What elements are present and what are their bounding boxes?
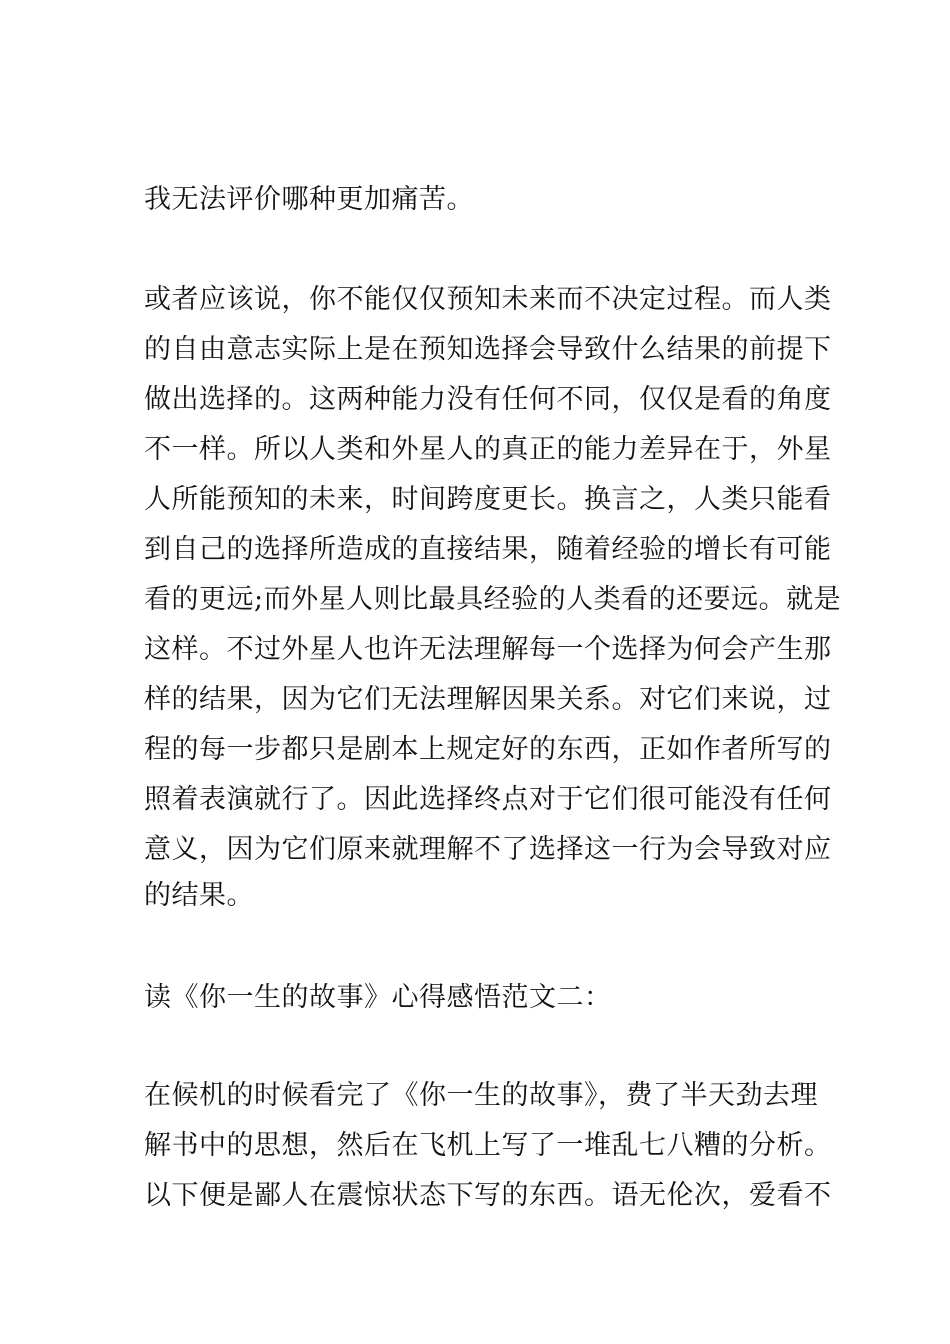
paragraph-4-line-2: 解书中的思想，然后在飞机上写了一堆乱七八糟的分析。 — [144, 1130, 832, 1161]
paragraph-2-line-9: 样的结果，因为它们无法理解因果关系。对它们来说，过 — [144, 684, 832, 715]
paragraph-2-line-2: 的自由意志实际上是在预知选择会导致什么结果的前提下 — [144, 334, 832, 365]
paragraph-2-line-7: 看的更远;而外星人则比最具经验的人类看的还要远。就是 — [144, 584, 842, 615]
paragraph-2-line-12: 意义，因为它们原来就理解不了选择这一行为会导致对应 — [144, 834, 832, 865]
section-heading: 读《你一生的故事》心得感悟范文二： — [144, 982, 612, 1013]
paragraph-4-line-3: 以下便是鄙人在震惊状态下写的东西。语无伦次，爱看不 — [144, 1180, 832, 1211]
paragraph-2-line-1: 或者应该说，你不能仅仅预知未来而不决定过程。而人类 — [144, 284, 832, 315]
paragraph-2-line-8: 这样。不过外星人也许无法理解每一个选择为何会产生那 — [144, 634, 832, 665]
paragraph-2-line-6: 到自己的选择所造成的直接结果，随着经验的增长有可能 — [144, 534, 832, 565]
paragraph-2-line-10: 程的每一步都只是剧本上规定好的东西，正如作者所写的 — [144, 734, 832, 765]
paragraph-4-line-1: 在候机的时候看完了《你一生的故事》，费了半天劲去理 — [144, 1080, 818, 1111]
paragraph-2-line-3: 做出选择的。这两种能力没有任何不同，仅仅是看的角度 — [144, 384, 832, 415]
paragraph-2-line-5: 人所能预知的未来，时间跨度更长。换言之，人类只能看 — [144, 484, 832, 515]
paragraph-2-line-4: 不一样。所以人类和外星人的真正的能力差异在于，外星 — [144, 434, 832, 465]
paragraph-2-line-13: 的结果。 — [144, 880, 254, 911]
paragraph-2-line-11: 照着表演就行了。因此选择终点对于它们很可能没有任何 — [144, 784, 832, 815]
paragraph-1-line-1: 我无法评价哪种更加痛苦。 — [144, 184, 474, 215]
